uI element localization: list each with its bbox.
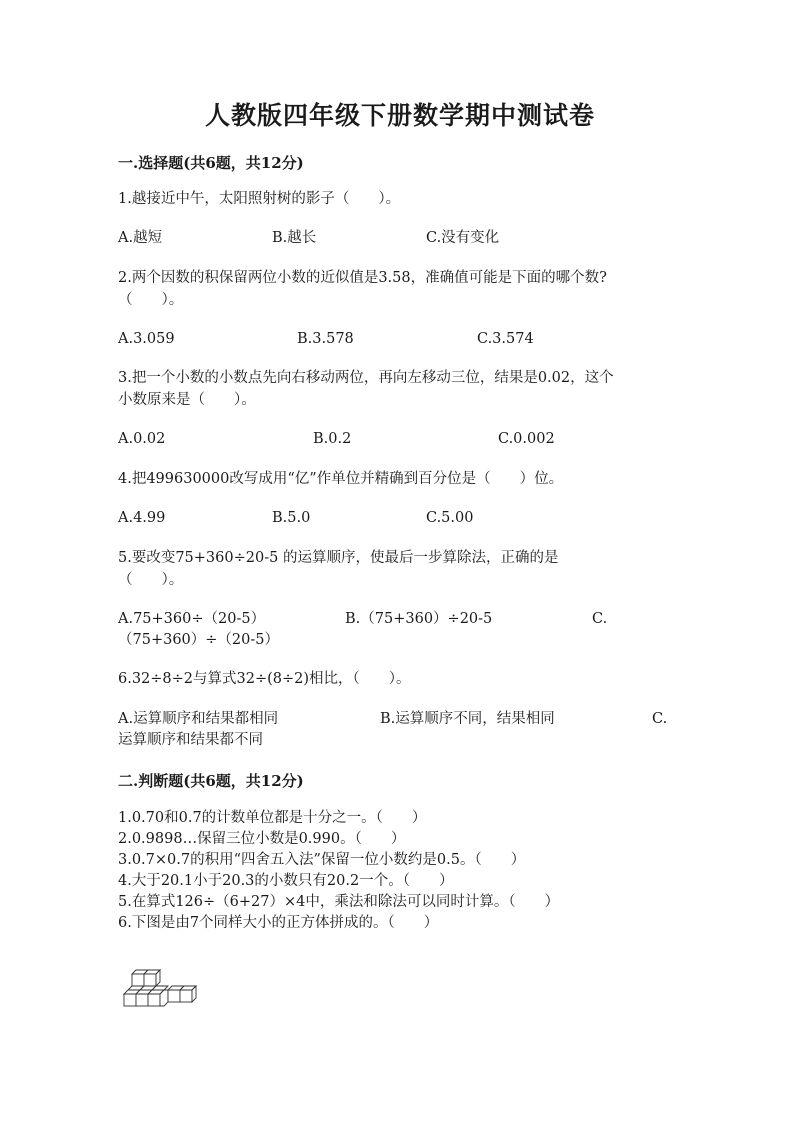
question-5-stem-line2: （ ）。 — [118, 572, 184, 588]
cube-figure — [120, 968, 204, 1018]
question-5-option-b: B.（75+360）÷20-5 — [345, 611, 493, 627]
question-5-option-c-text: （75+360）÷（20-5） — [118, 632, 280, 648]
question-2-option-a: A.3.059 — [118, 331, 175, 347]
question-3-option-a: A.0.02 — [118, 431, 166, 447]
question-6-option-c: C. — [652, 711, 668, 727]
question-1-option-b: B.越长 — [272, 230, 317, 246]
question-2-option-c: C.3.574 — [477, 331, 534, 347]
question-4-option-a: A.4.99 — [118, 510, 166, 526]
cube-right-1 — [168, 990, 180, 1002]
judgement-item-3: 3.0.7×0.7的积用“四舍五入法”保留一位小数约是0.5。（ ） — [118, 852, 526, 868]
judgement-item-6: 6.下图是由7个同样大小的正方体拼成的。（ ） — [118, 915, 439, 931]
question-2-option-b: B.3.578 — [297, 331, 354, 347]
cube-front-2 — [136, 994, 148, 1006]
judgement-item-2: 2.0.9898…保留三位小数是0.990。（ ） — [118, 831, 406, 847]
judgement-item-5: 5.在算式126÷（6+27）×4中，乘法和除法可以同时计算。（ ） — [118, 894, 560, 910]
question-4-option-c: C.5.00 — [426, 510, 474, 526]
question-5-stem-line1: 5.要改变75+360÷20-5 的运算顺序，使最后一步算除法，正确的是 — [118, 550, 559, 566]
question-3-option-b: B.0.2 — [313, 431, 352, 447]
cube-front-1 — [124, 994, 136, 1006]
cube-top-1-front — [132, 974, 144, 986]
cube-front-3 — [148, 994, 160, 1006]
cube-front-3-side — [160, 990, 168, 1006]
question-4-stem: 4.把499630000改写成用“亿”作单位并精确到百分位是（ ）位。 — [118, 471, 564, 487]
section-heading-choice: 一.选择题(共6题，共12分) — [118, 154, 304, 172]
question-5-option-c: C. — [592, 611, 608, 627]
question-3-option-c: C.0.002 — [498, 431, 555, 447]
cube-right-2 — [180, 990, 192, 1002]
question-6-option-c-text: 运算顺序和结果都不同 — [118, 732, 263, 748]
question-2-stem-line1: 2.两个因数的积保留两位小数的近似值是3.58，准确值可能是下面的哪个数? — [118, 270, 607, 286]
question-2-stem-line2: （ ）。 — [118, 292, 184, 308]
section-heading-judgement: 二.判断题(共6题，共12分) — [118, 772, 304, 790]
judgement-item-4: 4.大于20.1小于20.3的小数只有20.2一个。（ ） — [118, 873, 454, 889]
question-6-option-a: A.运算顺序和结果都相同 — [118, 711, 279, 727]
question-3-stem-line2: 小数原来是（ ）。 — [118, 392, 256, 408]
page-title: 人教版四年级下册数学期中测试卷 — [204, 101, 595, 130]
question-4-option-b: B.5.0 — [272, 510, 311, 526]
cube-top-2-front — [144, 974, 156, 986]
question-3-stem-line1: 3.把一个小数的小数点先向右移动两位，再向左移动三位，结果是0.02，这个 — [118, 370, 614, 386]
question-1-option-a: A.越短 — [118, 230, 163, 246]
question-1-option-c: C.没有变化 — [426, 230, 500, 246]
question-5-option-a: A.75+360÷（20-5） — [118, 611, 266, 627]
question-1-stem: 1.越接近中午，太阳照射树的影子（ ）。 — [118, 191, 401, 207]
question-6-option-b: B.运算顺序不同，结果相同 — [380, 711, 555, 727]
question-6-stem: 6.32÷8÷2与算式32÷(8÷2)相比，（ ）。 — [118, 671, 411, 687]
judgement-item-1: 1.0.70和0.7的计数单位都是十分之一。（ ） — [118, 810, 427, 826]
